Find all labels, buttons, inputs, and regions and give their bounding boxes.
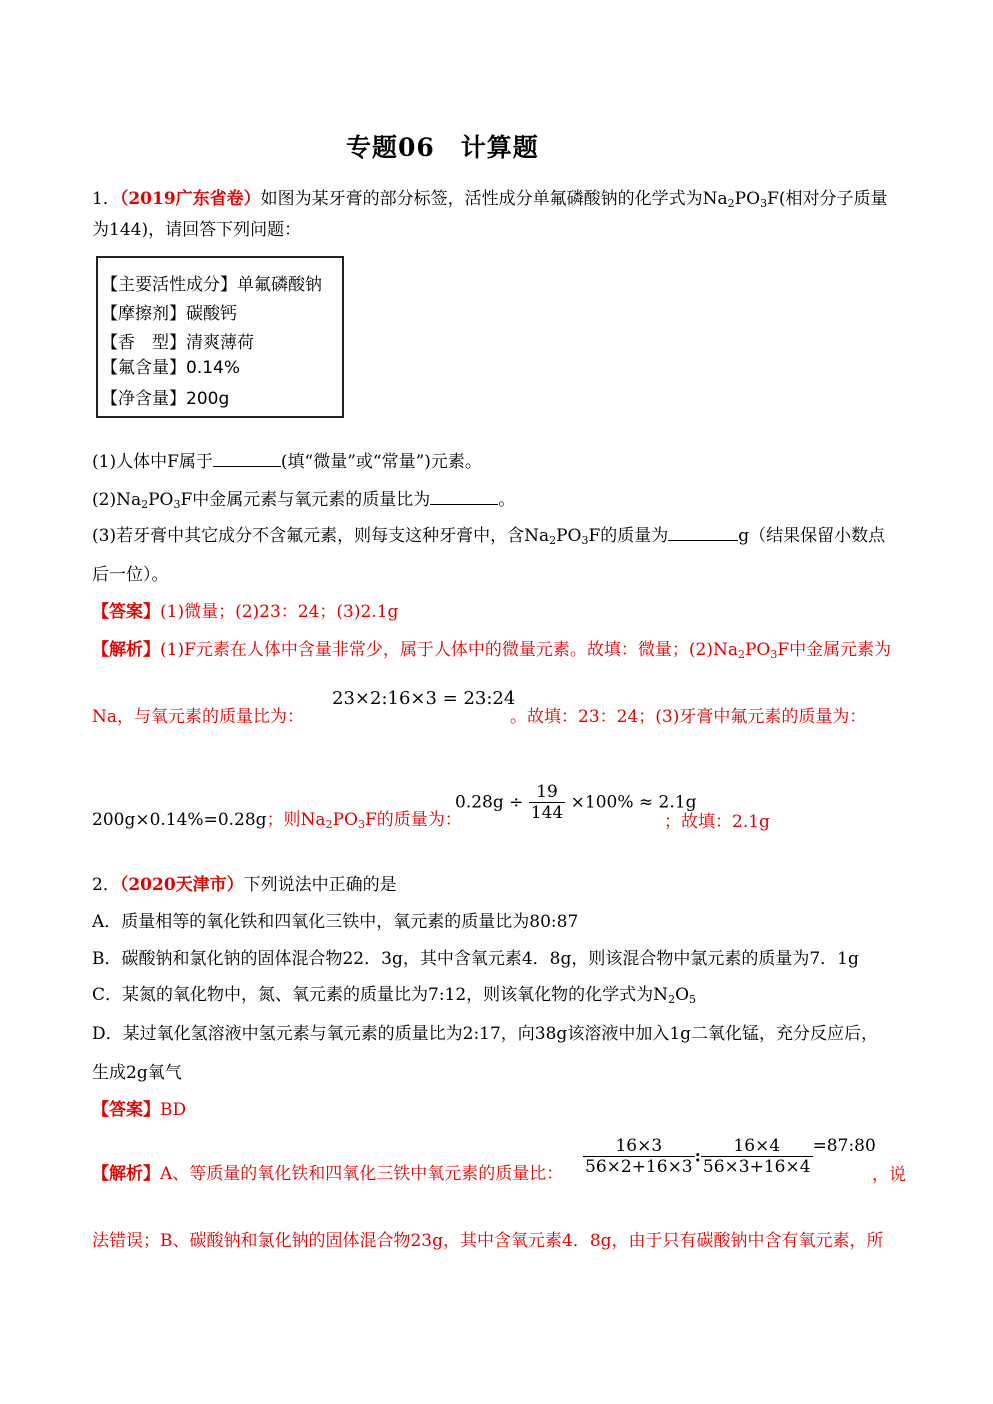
q1-analysis-line3 <box>92 808 462 832</box>
q2-number: 2． <box>92 875 120 895</box>
toothpaste-label-image <box>96 256 344 418</box>
text: (1)人体中F属于 <box>92 452 213 472</box>
eq-text: =87:80 <box>812 1136 876 1156</box>
analysis-tag: 【解析】 <box>92 1164 160 1184</box>
text: O <box>675 985 689 1005</box>
q2-answer <box>92 1098 186 1122</box>
q1-analysis-line2a: Na，与氧元素的质量比为： <box>92 707 305 727</box>
subscript: 2 <box>668 993 676 1006</box>
option-a: A．质量相等的氧化铁和四氧化三铁中，氧元素的质量比为80:87 <box>92 912 579 932</box>
subscript: 3 <box>760 197 768 210</box>
q1-part1 <box>92 450 482 474</box>
text: F的质量为 <box>588 526 669 546</box>
q2-source: （2020天津市） <box>119 875 244 895</box>
label-line: 【摩擦剂】碳酸钙 <box>101 304 237 324</box>
answer-blank[interactable] <box>668 526 738 541</box>
denominator: 56×2+16×3 <box>585 1157 693 1177</box>
subscript: 2 <box>549 534 557 547</box>
eq-text: 0.28g ÷ <box>455 792 524 813</box>
q1-number: 1． <box>92 189 120 209</box>
subscript: 3 <box>173 498 181 511</box>
text: F中金属元素为 <box>777 640 892 660</box>
q1-analysis-line2b: 。故填：23：24；(3)牙膏中氟元素的质量为： <box>510 707 867 727</box>
q1-text: PO <box>734 189 761 209</box>
subscript: 2 <box>727 197 735 210</box>
subscript: 5 <box>689 993 696 1006</box>
q1-analysis-end: ；故填：2.1g <box>664 812 770 832</box>
q1-part3-cont: 后一位）。 <box>92 565 169 585</box>
subscript: 3 <box>770 648 778 661</box>
text: A、等质量的氧化铁和四氧化三铁中氧元素的质量比： <box>160 1164 564 1184</box>
denominator: 144 <box>530 803 564 823</box>
numerator: 19 <box>529 782 565 803</box>
subscript: 2 <box>737 648 745 661</box>
q2-analysis-line1 <box>92 1162 563 1186</box>
text: PO <box>148 490 174 510</box>
q2-analysis-line1-end: ，说 <box>872 1165 906 1185</box>
text: (3)若牙膏中其它成分不含氟元素，则每支这种牙膏中，含Na <box>92 526 550 546</box>
answer-tag: 【答案】 <box>92 602 160 622</box>
text: F的质量为： <box>364 810 462 830</box>
text: F中金属元素与氧元素的质量比为 <box>180 490 431 510</box>
equation-na2po3f-mass <box>455 782 696 823</box>
eq-text: ×100% ≈ 2.1g <box>570 792 697 813</box>
option-d-cont: 生成2g氧气 <box>92 1063 182 1083</box>
answer-text: (1)微量；(2)23：24；(3)2.1g <box>160 602 399 622</box>
option-d: D．某过氧化氢溶液中氢元素与氧元素的质量比为2:17，向38g该溶液中加入1g二氧化锰，充分反应后， <box>92 1024 879 1044</box>
subscript: 3 <box>581 534 589 547</box>
answer-blank[interactable] <box>213 452 281 467</box>
subscript: 2 <box>325 818 333 831</box>
fraction <box>529 782 565 823</box>
q1-analysis-line1 <box>92 638 891 662</box>
analysis-tag: 【解析】 <box>92 640 160 660</box>
label-line: 【净含量】200g <box>101 389 230 409</box>
numerator: 16×4 <box>701 1136 813 1157</box>
text: (填“微量”或“常量”)元素。 <box>280 452 482 472</box>
text: ；则Na <box>266 810 326 830</box>
label-line: 【香 型】清爽薄荷 <box>101 333 254 353</box>
q2-stem <box>92 873 397 897</box>
q1-answer <box>92 600 398 624</box>
numerator: 16×3 <box>583 1136 695 1157</box>
text: (2)Na <box>92 490 142 510</box>
answer-tag: 【答案】 <box>92 1100 160 1120</box>
q2-analysis-line2: 法错误；B、碳酸钠和氯化钠的固体混合物23g，其中含氧元素4．8g，由于只有碳酸钠中含有氧元素，所 <box>92 1231 884 1251</box>
text: g（结果保留小数点 <box>738 526 886 546</box>
fraction <box>583 1136 695 1177</box>
text: PO <box>332 810 358 830</box>
text: PO <box>556 526 582 546</box>
text: (1)F元素在人体中含量非常少，属于人体中的微量元素。故填：微量；(2)Na <box>160 640 738 660</box>
q1-source: （2019广东省卷） <box>119 189 261 209</box>
q1-part3 <box>92 524 885 548</box>
q1-stem-line1 <box>92 187 888 211</box>
denominator: 56×3+16×4 <box>702 1157 811 1177</box>
equation-mass-ratio: 23×2:16×3 = 23:24 <box>332 688 516 709</box>
answer-text: BD <box>160 1100 187 1120</box>
q1-text: F(相对分子质量 <box>767 189 888 209</box>
q1-part2 <box>92 488 515 512</box>
equation-fluorine: 200g×0.14%=0.28g <box>92 810 267 830</box>
text: PO <box>744 640 771 660</box>
fraction <box>701 1136 813 1177</box>
page-title: 专题06 计算题 <box>346 133 539 162</box>
label-line: 【主要活性成分】单氟磷酸钠 <box>101 275 322 295</box>
eq-text: : <box>694 1146 701 1167</box>
equation-oxygen-ratio <box>583 1136 876 1177</box>
q1-stem-line2: 为144)，请回答下列问题： <box>92 220 302 240</box>
label-line: 【氟含量】0.14% <box>101 358 241 378</box>
text: C．某氮的氧化物中，氮、氧元素的质量比为7:12，则该氧化物的化学式为N <box>92 985 669 1005</box>
text: 。 <box>498 490 516 510</box>
subscript: 3 <box>357 818 365 831</box>
subscript: 2 <box>141 498 149 511</box>
q1-text: 如图为某牙膏的部分标签，活性成分单氟磷酸钠的化学式为Na <box>260 189 728 209</box>
option-b: B．碳酸钠和氯化钠的固体混合物22．3g，其中含氧元素4．8g，则该混合物中氯元素的质量为7．1g <box>92 949 859 969</box>
answer-blank[interactable] <box>430 490 498 505</box>
text: 下列说法中正确的是 <box>243 875 397 895</box>
option-c <box>92 983 696 1007</box>
